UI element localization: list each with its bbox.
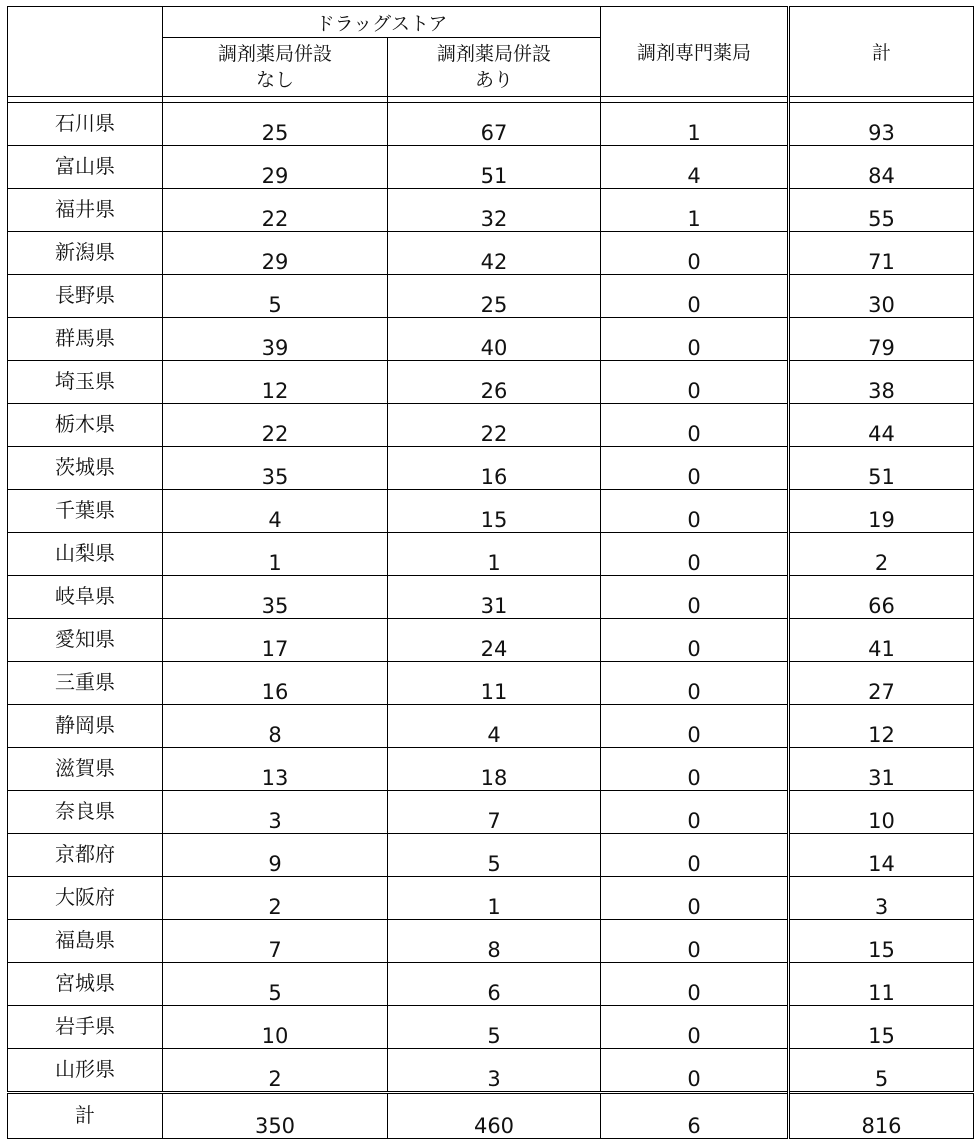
total-cell: 10	[789, 791, 974, 834]
table-row	[8, 275, 974, 318]
without-dispensing-cell: 29	[163, 232, 388, 275]
table-row	[8, 1006, 974, 1049]
total-cell: 19	[789, 490, 974, 533]
specialty-cell: 0	[601, 275, 789, 318]
with-dispensing-cell: 18	[388, 748, 601, 791]
specialty-cell: 0	[601, 1006, 789, 1049]
prefecture-cell: 三重県	[8, 662, 163, 705]
prefecture-cell: 富山県	[8, 146, 163, 189]
header-with-dispensing	[388, 38, 601, 97]
without-dispensing-cell: 1	[163, 533, 388, 576]
prefecture-cell: 福島県	[8, 920, 163, 963]
total-cell: 55	[789, 189, 974, 232]
with-dispensing-cell: 4	[388, 705, 601, 748]
total-cell: 51	[789, 447, 974, 490]
without-dispensing-cell: 12	[163, 361, 388, 404]
without-dispensing-cell: 5	[163, 963, 388, 1006]
with-dispensing-cell: 51	[388, 146, 601, 189]
total-cell: 15	[789, 920, 974, 963]
specialty-cell: 0	[601, 705, 789, 748]
total-label: 計	[8, 1093, 163, 1139]
without-dispensing-cell: 9	[163, 834, 388, 877]
specialty-cell: 0	[601, 576, 789, 619]
header-total: 計	[789, 7, 974, 97]
table-row	[8, 834, 974, 877]
table-row	[8, 619, 974, 662]
total-cell: 71	[789, 232, 974, 275]
total-cell: 41	[789, 619, 974, 662]
prefecture-cell: 奈良県	[8, 791, 163, 834]
with-dispensing-cell: 25	[388, 275, 601, 318]
header-row-1	[8, 7, 974, 38]
total-without: 350	[163, 1093, 388, 1139]
table-row	[8, 490, 974, 533]
header-without-line1: 調剤薬局併設	[217, 43, 332, 65]
without-dispensing-cell: 25	[163, 103, 388, 146]
table-row	[8, 1049, 974, 1093]
without-dispensing-cell: 22	[163, 189, 388, 232]
with-dispensing-cell: 5	[388, 834, 601, 877]
table-row	[8, 361, 974, 404]
with-dispensing-cell: 3	[388, 1049, 601, 1093]
table-row	[8, 748, 974, 791]
without-dispensing-cell: 35	[163, 576, 388, 619]
prefecture-cell: 岩手県	[8, 1006, 163, 1049]
total-cell: 44	[789, 404, 974, 447]
header-drugstore-group: ドラッグストア	[163, 7, 601, 38]
without-dispensing-cell: 5	[163, 275, 388, 318]
with-dispensing-cell: 22	[388, 404, 601, 447]
without-dispensing-cell: 4	[163, 490, 388, 533]
specialty-cell: 0	[601, 619, 789, 662]
prefecture-cell: 山梨県	[8, 533, 163, 576]
specialty-cell: 0	[601, 748, 789, 791]
specialty-cell: 0	[601, 1049, 789, 1093]
header-without-line2: なし	[255, 69, 294, 91]
with-dispensing-cell: 31	[388, 576, 601, 619]
without-dispensing-cell: 35	[163, 447, 388, 490]
table-row	[8, 103, 974, 146]
table-row	[8, 877, 974, 920]
table-row	[8, 318, 974, 361]
total-cell: 79	[789, 318, 974, 361]
prefecture-cell: 福井県	[8, 189, 163, 232]
prefecture-cell: 茨城県	[8, 447, 163, 490]
table-row	[8, 920, 974, 963]
with-dispensing-cell: 40	[388, 318, 601, 361]
specialty-cell: 0	[601, 318, 789, 361]
prefecture-cell: 長野県	[8, 275, 163, 318]
specialty-cell: 0	[601, 791, 789, 834]
with-dispensing-cell: 67	[388, 103, 601, 146]
with-dispensing-cell: 11	[388, 662, 601, 705]
table-row	[8, 963, 974, 1006]
with-dispensing-cell: 15	[388, 490, 601, 533]
prefecture-cell: 岐阜県	[8, 576, 163, 619]
total-cell: 3	[789, 877, 974, 920]
specialty-cell: 0	[601, 834, 789, 877]
with-dispensing-cell: 16	[388, 447, 601, 490]
table-row	[8, 146, 974, 189]
total-cell: 93	[789, 103, 974, 146]
table-row	[8, 576, 974, 619]
without-dispensing-cell: 13	[163, 748, 388, 791]
specialty-cell: 0	[601, 447, 789, 490]
table-row	[8, 189, 974, 232]
table-row	[8, 705, 974, 748]
without-dispensing-cell: 2	[163, 877, 388, 920]
prefecture-cell: 愛知県	[8, 619, 163, 662]
table-row	[8, 232, 974, 275]
without-dispensing-cell: 29	[163, 146, 388, 189]
with-dispensing-cell: 26	[388, 361, 601, 404]
specialty-cell: 0	[601, 404, 789, 447]
total-cell: 84	[789, 146, 974, 189]
without-dispensing-cell: 10	[163, 1006, 388, 1049]
with-dispensing-cell: 6	[388, 963, 601, 1006]
with-dispensing-cell: 7	[388, 791, 601, 834]
total-row	[8, 1093, 974, 1139]
with-dispensing-cell: 24	[388, 619, 601, 662]
prefecture-cell: 大阪府	[8, 877, 163, 920]
specialty-cell: 0	[601, 361, 789, 404]
without-dispensing-cell: 39	[163, 318, 388, 361]
total-specialty: 6	[601, 1093, 789, 1139]
total-cell: 38	[789, 361, 974, 404]
table-row	[8, 533, 974, 576]
total-cell: 2	[789, 533, 974, 576]
prefecture-cell: 宮城県	[8, 963, 163, 1006]
total-total: 816	[789, 1093, 974, 1139]
prefecture-cell: 栃木県	[8, 404, 163, 447]
with-dispensing-cell: 1	[388, 877, 601, 920]
prefecture-cell: 群馬県	[8, 318, 163, 361]
with-dispensing-cell: 5	[388, 1006, 601, 1049]
header-with-line1: 調剤薬局併設	[436, 43, 551, 65]
table-row	[8, 791, 974, 834]
specialty-cell: 0	[601, 877, 789, 920]
specialty-cell: 0	[601, 920, 789, 963]
table-body	[8, 103, 974, 1093]
prefecture-cell: 山形県	[8, 1049, 163, 1093]
specialty-cell: 0	[601, 490, 789, 533]
total-cell: 66	[789, 576, 974, 619]
total-cell: 31	[789, 748, 974, 791]
specialty-cell: 0	[601, 662, 789, 705]
total-with: 460	[388, 1093, 601, 1139]
specialty-cell: 0	[601, 232, 789, 275]
total-cell: 5	[789, 1049, 974, 1093]
total-cell: 14	[789, 834, 974, 877]
table-row	[8, 447, 974, 490]
without-dispensing-cell: 17	[163, 619, 388, 662]
specialty-cell: 0	[601, 963, 789, 1006]
specialty-cell: 4	[601, 146, 789, 189]
total-cell: 11	[789, 963, 974, 1006]
total-cell: 12	[789, 705, 974, 748]
without-dispensing-cell: 3	[163, 791, 388, 834]
header-specialty: 調剤専門薬局	[601, 7, 789, 97]
without-dispensing-cell: 8	[163, 705, 388, 748]
without-dispensing-cell: 22	[163, 404, 388, 447]
total-cell: 27	[789, 662, 974, 705]
prefecture-cell: 新潟県	[8, 232, 163, 275]
prefecture-cell: 埼玉県	[8, 361, 163, 404]
table-row	[8, 662, 974, 705]
total-cell: 30	[789, 275, 974, 318]
prefecture-cell: 千葉県	[8, 490, 163, 533]
with-dispensing-cell: 1	[388, 533, 601, 576]
header-with-line2: あり	[474, 69, 513, 91]
total-cell: 15	[789, 1006, 974, 1049]
header-empty-cell	[8, 7, 163, 97]
without-dispensing-cell: 2	[163, 1049, 388, 1093]
table-row	[8, 404, 974, 447]
pharmacy-count-table	[7, 6, 974, 1139]
prefecture-cell: 京都府	[8, 834, 163, 877]
specialty-cell: 1	[601, 103, 789, 146]
prefecture-cell: 静岡県	[8, 705, 163, 748]
with-dispensing-cell: 42	[388, 232, 601, 275]
without-dispensing-cell: 16	[163, 662, 388, 705]
with-dispensing-cell: 32	[388, 189, 601, 232]
header-without-dispensing	[163, 38, 388, 97]
specialty-cell: 0	[601, 533, 789, 576]
specialty-cell: 1	[601, 189, 789, 232]
prefecture-cell: 滋賀県	[8, 748, 163, 791]
without-dispensing-cell: 7	[163, 920, 388, 963]
with-dispensing-cell: 8	[388, 920, 601, 963]
prefecture-cell: 石川県	[8, 103, 163, 146]
